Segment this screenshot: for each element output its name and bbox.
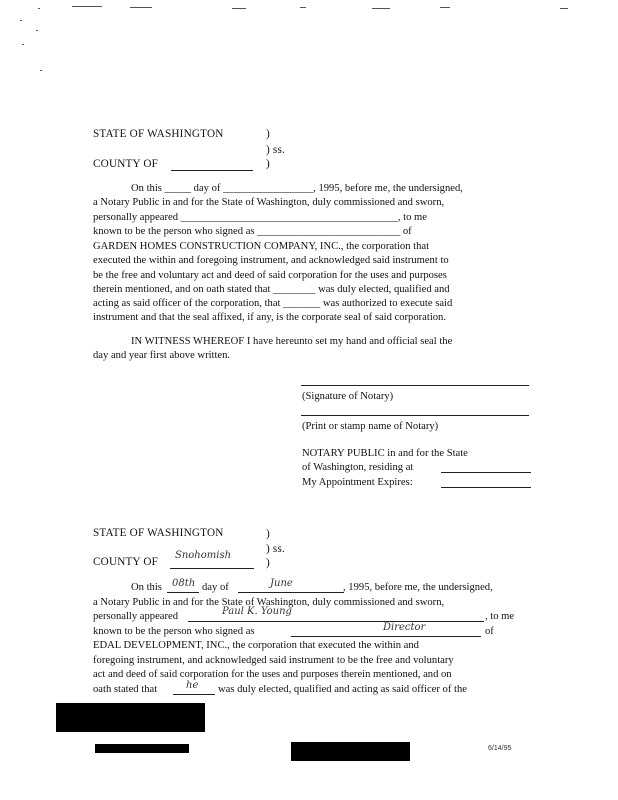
redaction-box: [291, 742, 410, 761]
ss-mark: ) ss.: [266, 144, 286, 156]
paragraph-line: foregoing instrument, and acknowledged said instrument to be the free and voluntary: [93, 655, 454, 666]
print-name-label: (Print or stamp name of Notary): [302, 421, 439, 432]
county-blank-line: [170, 568, 254, 569]
paragraph-line: known to be the person who signed as ___________________________ of: [93, 226, 412, 237]
year-text: , 1995, before me, the undersigned,: [343, 582, 493, 593]
month-blank-line: [238, 592, 344, 593]
paragraph-line: personally appeared _________________________________________, to me: [93, 212, 427, 223]
footer-date-code: 6/14/95: [488, 745, 512, 752]
paragraph-line: GARDEN HOMES CONSTRUCTION COMPANY, INC., the corporation that: [93, 241, 430, 252]
oath-label: oath stated that: [93, 684, 158, 695]
state-heading: STATE OF WASHINGTON: [93, 527, 224, 539]
paragraph-line: a Notary Public in and for the State of Washington, duly commissioned and sworn,: [93, 597, 445, 608]
ss-mark: ) ss.: [266, 543, 286, 555]
signature-line: [301, 385, 529, 386]
day-of-label: day of: [202, 582, 229, 593]
pronoun-blank-line: [173, 694, 215, 695]
oath-text: was duly elected, qualified and acting as said officer of the: [218, 684, 467, 695]
month-handwritten: June: [270, 578, 293, 589]
residing-label: of Washington, residing at: [302, 462, 414, 473]
county-blank-line: [171, 170, 253, 171]
county-label: COUNTY OF: [93, 158, 159, 170]
of-text: of: [485, 626, 494, 637]
title-handwritten: Director: [383, 622, 426, 633]
bracket: ): [266, 528, 270, 540]
name-blank-line: [188, 621, 484, 622]
day-blank-line: [167, 592, 199, 593]
to-me-text: , to me: [485, 611, 515, 622]
state-heading: STATE OF WASHINGTON: [93, 128, 224, 140]
bracket: ): [266, 557, 270, 569]
print-name-line: [301, 415, 529, 416]
paragraph-line: acting as said officer of the corporation, that _______ was authorized to execute said: [93, 298, 453, 309]
name-handwritten: Paul K. Young: [222, 606, 292, 617]
paragraph-line: a Notary Public in and for the State of Washington, duly commissioned and sworn,: [93, 197, 445, 208]
title-blank-line: [291, 636, 481, 637]
known-label: known to be the person who signed as: [93, 626, 255, 637]
paragraph-line: On this _____ day of _________________, 1995, before me, the undersigned,: [131, 183, 463, 194]
county-label: COUNTY OF: [93, 556, 159, 568]
appointment-expires-label: My Appointment Expires:: [302, 477, 413, 488]
redaction-box: [95, 744, 189, 753]
paragraph-line: be the free and voluntary act and deed of said corporation for the uses and purposes: [93, 270, 447, 281]
bracket: ): [266, 158, 270, 170]
paragraph-line: executed the within and foregoing instrument, and acknowledged said instrument to: [93, 255, 449, 266]
bracket: ): [266, 128, 270, 140]
paragraph-line: instrument and that the seal affixed, if any, is the corporate seal of said corporation.: [93, 312, 447, 323]
paragraph-line: act and deed of said corporation for the uses and purposes therein mentioned, and on: [93, 669, 452, 680]
expires-blank-line: [441, 487, 531, 488]
county-handwritten: Snohomish: [175, 550, 232, 561]
paragraph-line: EDAL DEVELOPMENT, INC., the corporation that executed the within and: [93, 640, 419, 651]
paragraph-line: therein mentioned, and on oath stated that ________ was duly elected, qualified and: [93, 284, 450, 295]
on-this-label: On this: [131, 582, 162, 593]
redaction-box: [56, 703, 205, 732]
witness-line: day and year first above written.: [93, 350, 231, 361]
notary-public-line: NOTARY PUBLIC in and for the State: [302, 448, 468, 459]
signature-label: (Signature of Notary): [302, 391, 394, 402]
pronoun-handwritten: he: [186, 680, 199, 691]
residing-blank-line: [441, 472, 531, 473]
witness-line: IN WITNESS WHEREOF I have hereunto set my hand and official seal the: [131, 336, 453, 347]
day-handwritten: 08th: [172, 578, 196, 589]
appeared-label: personally appeared: [93, 611, 179, 622]
